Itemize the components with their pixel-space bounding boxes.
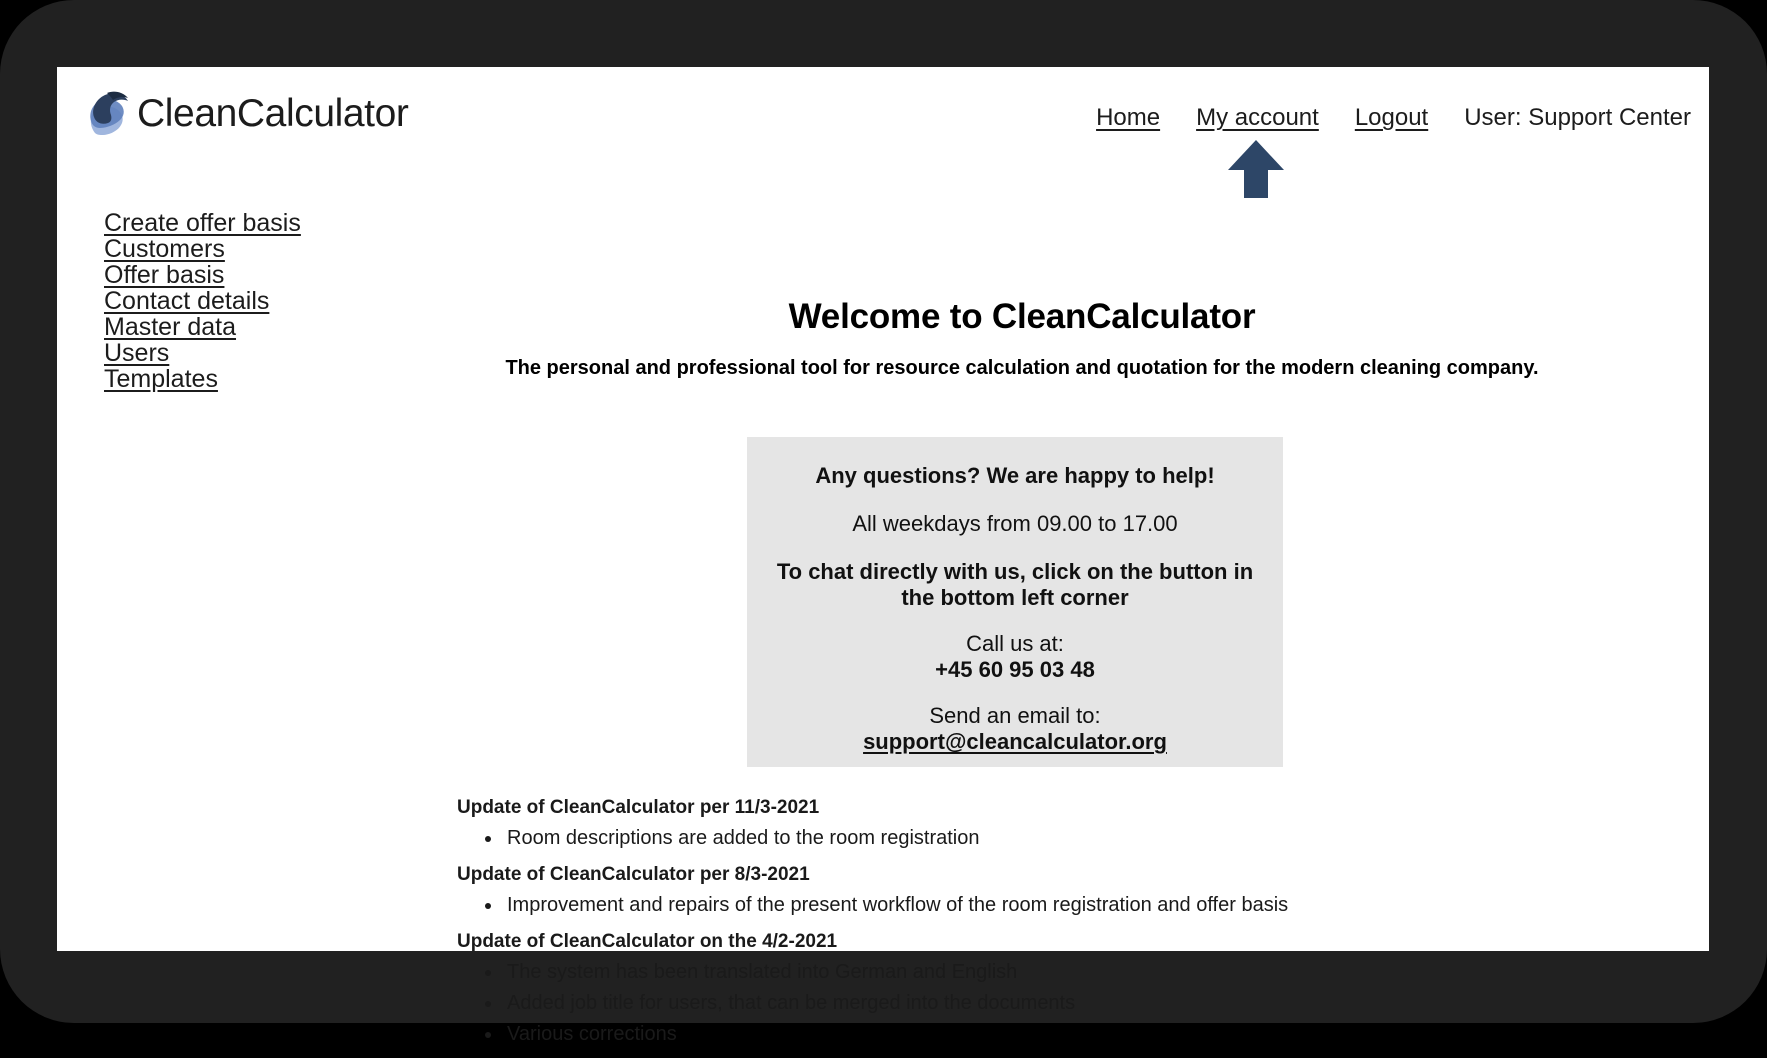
spacer [771,537,1259,559]
changelog-item: • The system has been translated into German and English [503,957,1657,988]
support-panel [747,437,1283,767]
support-hours: All weekdays from 09.00 to 17.00 [852,511,1178,536]
sidebar-item-templates[interactable]: Templates [104,365,218,393]
support-heading: Any questions? We are happy to help! [815,463,1215,488]
support-email-line [771,729,1259,755]
sidebar-item-customers[interactable]: Customers [104,235,225,263]
sidebar-item-users[interactable]: Users [104,339,170,367]
changelog-heading: Update of CleanCalculator on the 4/2-2021 [457,931,838,952]
sidebar-item-master-data[interactable]: Master data [104,313,237,341]
sidebar-navigation [104,210,364,392]
brand-name: CleanCalculator [137,91,409,135]
changelog-heading: Update of CleanCalculator per 11/3-2021 [457,797,820,818]
top-navigation [1096,104,1691,132]
support-phone: +45 60 95 03 48 [935,657,1095,682]
up-arrow-icon [1224,136,1288,200]
site-header [57,67,1709,163]
brand-logo-group[interactable] [87,87,408,139]
sidebar-item-contact-details[interactable]: Contact details [104,287,270,315]
changelog-item: • Added job title for users, that can be merged into the documents [503,988,1657,1019]
support-chat-hint: To chat directly with us, click on the button in the bottom left corner [776,559,1254,610]
sidebar-item-offer-basis[interactable]: Offer basis [104,261,225,289]
changelog-list [457,823,1657,854]
changelog-list [457,957,1657,1050]
support-email-link[interactable]: support@cleancalculator.org [863,729,1167,754]
page-title: Welcome to CleanCalculator [788,297,1256,336]
changelog-list [457,890,1657,921]
nav-link-home[interactable]: Home [1096,104,1161,131]
spacer [771,611,1259,631]
browser-viewport [57,67,1709,1045]
wave-bird-logo-icon [87,87,133,139]
support-email-label: Send an email to: [929,703,1101,728]
nav-link-my-account[interactable]: My account [1196,104,1319,131]
support-call-label: Call us at: [966,631,1064,656]
changelog-section [457,795,1657,1058]
page-subtitle: The personal and professional tool for resource calculation and quotation for the modern cleaning company. [505,357,1539,379]
changelog-item: • Improvement and repairs of the present workflow of the room registration and offer basis [503,890,1657,921]
changelog-heading: Update of CleanCalculator per 8/3-2021 [457,864,810,885]
nav-link-logout[interactable]: Logout [1354,104,1429,131]
sidebar-item-create-offer-basis[interactable]: Create offer basis [104,209,301,237]
current-user-label: User: Support Center [1464,104,1691,131]
spacer [771,683,1259,703]
main-content [387,207,1657,380]
changelog-item: • Room descriptions are added to the room registration [503,823,1657,854]
spacer [771,489,1259,511]
changelog-item: • Various corrections [503,1019,1657,1050]
